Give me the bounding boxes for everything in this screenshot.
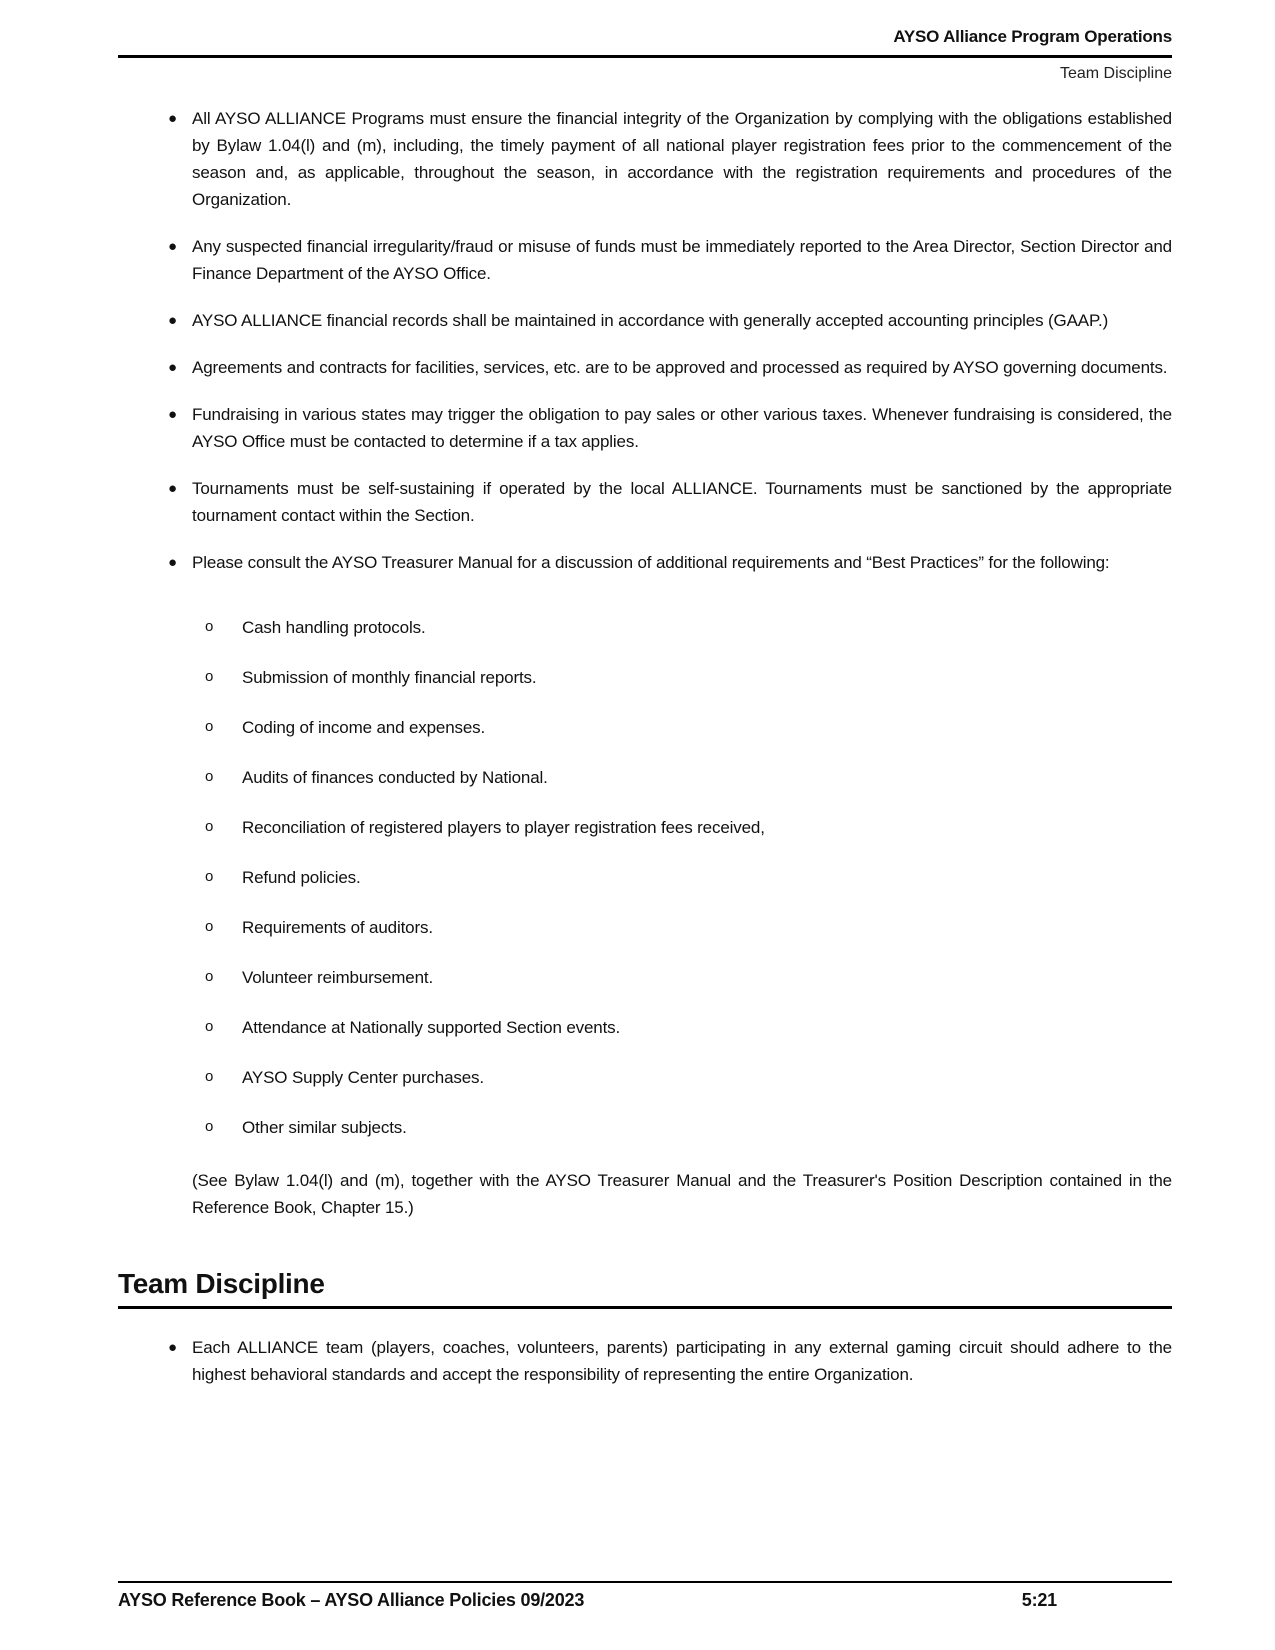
- sub-bullet-marker-icon: o: [205, 1118, 214, 1135]
- bullet-marker-icon: ●: [168, 110, 177, 127]
- sub-bullet-marker-icon: o: [205, 918, 214, 935]
- sub-bullet-item: [118, 614, 1172, 641]
- sub-bullet-text: Coding of income and expenses.: [242, 718, 486, 737]
- sub-bullet-text: Requirements of auditors.: [242, 918, 433, 937]
- sub-bullet-marker-icon: o: [205, 668, 214, 685]
- footer-document-title: AYSO Reference Book – AYSO Alliance Policies 09/2023: [118, 1590, 585, 1610]
- bullet-item: [118, 475, 1172, 529]
- bullet-text: Any suspected financial irregularity/fraud or misuse of funds must be immediately reported to the Area Director, Section Director and Finance Department of the AYSO Office.: [192, 237, 1172, 283]
- bullet-item: [118, 1334, 1172, 1388]
- sub-bullet-text: Other similar subjects.: [242, 1118, 407, 1137]
- sub-bullet-item: [118, 964, 1172, 991]
- sub-bullet-item: [118, 1114, 1172, 1141]
- sub-bullet-text: Submission of monthly financial reports.: [242, 668, 537, 687]
- sub-bullet-text: Audits of finances conducted by National.: [242, 768, 548, 787]
- bullet-marker-icon: ●: [168, 238, 177, 255]
- sub-bullet-marker-icon: o: [205, 818, 214, 835]
- sub-bullet-text: Attendance at Nationally supported Section events.: [242, 1018, 621, 1037]
- sub-bullet-marker-icon: o: [205, 618, 214, 635]
- sub-bullet-marker-icon: o: [205, 868, 214, 885]
- bullet-marker-icon: ●: [168, 554, 177, 571]
- closing-note: (See Bylaw 1.04(l) and (m), together with the AYSO Treasurer Manual and the Treasurer's Position Description contained in the Reference Book, Chapter 15.): [192, 1171, 1172, 1217]
- sub-bullet-item: [118, 1014, 1172, 1041]
- sub-bullet-item: [118, 814, 1172, 841]
- sub-bullet-marker-icon: o: [205, 718, 214, 735]
- bullet-marker-icon: ●: [168, 406, 177, 423]
- bullet-marker-icon: ●: [168, 312, 177, 329]
- bullet-list: [118, 105, 1172, 576]
- sub-bullet-text: AYSO Supply Center purchases.: [242, 1068, 484, 1087]
- bullet-text: Tournaments must be self-sustaining if operated by the local ALLIANCE. Tournaments must be sanctioned by the appropriate tournament contact within the Section.: [192, 479, 1172, 525]
- bullet-marker-icon: ●: [168, 1339, 177, 1356]
- sub-bullet-item: [118, 914, 1172, 941]
- page-footer: [118, 1581, 1172, 1611]
- sub-bullet-marker-icon: o: [205, 968, 214, 985]
- sub-bullet-text: Reconciliation of registered players to player registration fees received,: [242, 818, 765, 837]
- bullet-item: [118, 307, 1172, 334]
- sub-bullet-item: [118, 864, 1172, 891]
- section-bullet-list: [118, 1334, 1172, 1388]
- sub-bullet-marker-icon: o: [205, 1018, 214, 1035]
- bullet-item: [118, 233, 1172, 287]
- sub-bullet-text: Cash handling protocols.: [242, 618, 426, 637]
- bullet-text: Please consult the AYSO Treasurer Manual for a discussion of additional requirements and “Best Practices” for the following:: [192, 553, 1110, 572]
- page-content: [118, 0, 1172, 1408]
- bullet-item: [118, 105, 1172, 213]
- section-heading: Team Discipline: [118, 1268, 1172, 1309]
- bullet-item: [118, 354, 1172, 381]
- sub-bullet-text: Refund policies.: [242, 868, 361, 887]
- sub-bullet-item: [118, 1064, 1172, 1091]
- bullet-text: All AYSO ALLIANCE Programs must ensure the financial integrity of the Organization by complying with the obligations established by Bylaw 1.04(l) and (m), including, the timely payment of all national player registration fees prior to the commencement of the season and, as applicable, throughout the season, in accordance with the registration requirements and procedures of the Organization.: [192, 109, 1172, 209]
- bullet-item: [118, 549, 1172, 576]
- sub-bullet-marker-icon: o: [205, 1068, 214, 1085]
- bullet-marker-icon: ●: [168, 480, 177, 497]
- sub-bullet-marker-icon: o: [205, 768, 214, 785]
- sub-bullet-item: [118, 714, 1172, 741]
- bullet-text: AYSO ALLIANCE financial records shall be maintained in accordance with generally accepted accounting principles (GAAP.): [192, 311, 1109, 330]
- page-header: [118, 0, 1172, 84]
- bullet-text: Fundraising in various states may trigger the obligation to pay sales or other various taxes. Whenever fundraising is considered, the AYSO Office must be contacted to determine if a tax applies.: [192, 405, 1172, 451]
- header-context-label: Team Discipline: [1059, 65, 1172, 82]
- bullet-text: Each ALLIANCE team (players, coaches, volunteers, parents) participating in any external gaming circuit should adhere to the highest behavioral standards and accept the responsibility of representing the entire Organization.: [192, 1338, 1172, 1384]
- footer-page-number: 5:21: [1021, 1590, 1057, 1610]
- bullet-text: Agreements and contracts for facilities, services, etc. are to be approved and processed as required by AYSO governing documents.: [192, 358, 1168, 377]
- header-title: AYSO Alliance Program Operations: [118, 26, 1172, 58]
- sub-bullet-item: [118, 664, 1172, 691]
- bullet-item: [118, 401, 1172, 455]
- sub-bullet-list: [118, 614, 1172, 1141]
- sub-bullet-item: [118, 764, 1172, 791]
- sub-bullet-text: Volunteer reimbursement.: [242, 968, 434, 987]
- bullet-marker-icon: ●: [168, 359, 177, 376]
